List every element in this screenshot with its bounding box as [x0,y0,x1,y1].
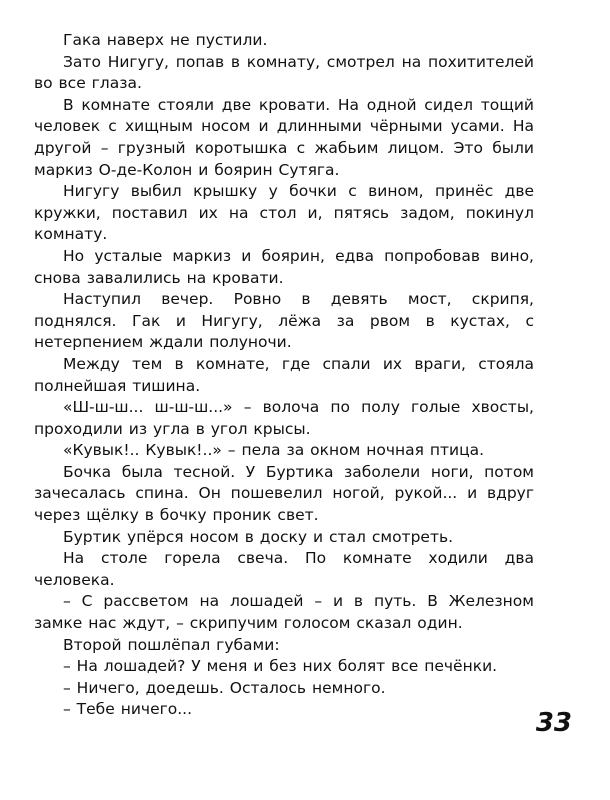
paragraph: – На лошадей? У меня и без них болят все печёнки. [63,657,498,676]
paragraph: На столе горела свеча. По комнате ходили два человека. [34,549,534,589]
paragraph: Наступил вечер. Ровно в девять мост, скрипя, поднялся. Гак и Нигугу, лёжа за рвом в кустах, с нетерпением ждали полуночи. [34,290,534,352]
paragraph: В комнате стояли две кровати. На одной сидел тощий человек с хищным носом и длинными чёрными усами. На другой – грузный коротышка с жабьим лицом. Это были маркиз О-де-Колон и боярин Сутяга. [34,95,534,179]
paragraph: Нигугу выбил крышку у бочки с вином, принёс две кружки, поставил их на стол и, пятясь задом, покинул комнату. [34,182,534,244]
paragraph: «Ш-ш-ш... ш-ш-ш...» – волоча по полу голые хвосты, проходили из угла в угол крысы. [34,398,534,438]
paragraph: Буртик упёрся носом в доску и стал смотреть. [63,527,454,546]
paragraph: Гака наверх не пустили. [63,31,268,49]
paragraph: – Ничего, доедешь. Осталось немного. [63,678,386,697]
paragraph: – Тебе ничего... [63,700,193,719]
paragraph: Но усталые маркиз и боярин, едва попробовав вино, снова завалились на кровати. [34,246,534,287]
paragraph: Зато Нигугу, попав в комнату, смотрел на похитителей во все глаза. [34,52,534,93]
body-text [34,30,534,721]
paragraph: «Кувык!.. Кувык!..» – пела за окном ночная птица. [63,441,485,460]
paragraph: Бочка была тесной. У Буртика заболели ноги, потом зачесалась спина. Он пошевелил ногой, рукой... и вдруг через щёлку в бочку проник свет. [34,462,534,525]
paragraph: Между тем в комнате, где спали их враги, стояла полнейшая тишина. [34,354,534,395]
paragraph: Второй пошлёпал губами: [63,635,280,654]
page-number: 33 [535,708,572,738]
paragraph: – С рассветом на лошадей – и в путь. В Железном замке нас ждут, – скрипучим голосом сказал один. [34,592,534,633]
